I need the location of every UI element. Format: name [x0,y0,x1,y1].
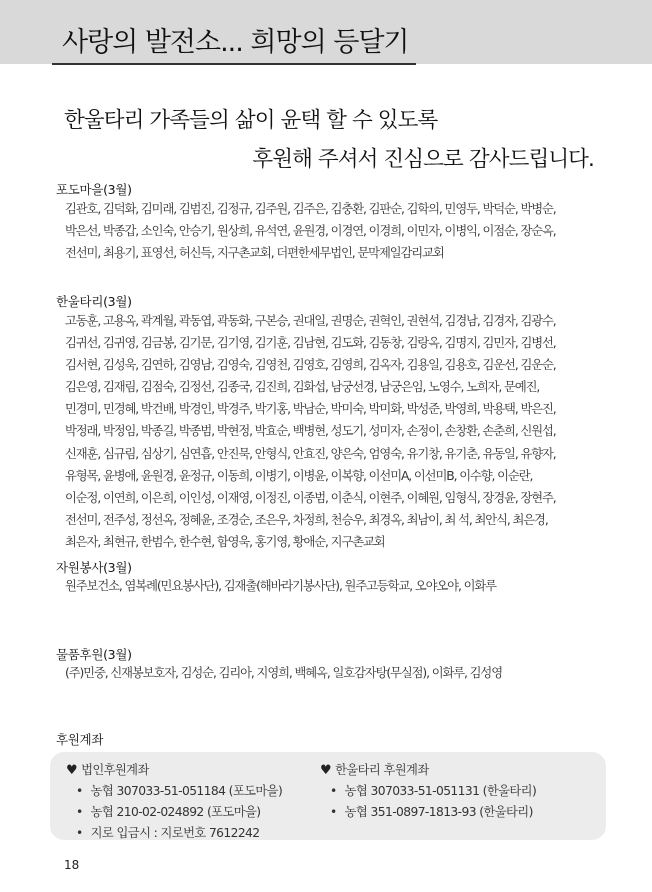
name-line: 박정래, 박정임, 박종길, 박종범, 박현정, 박효순, 백병현, 성도기, 성미자, 손정이, 손창환, 손춘희, 신원섭, [65,424,556,439]
name-line: 고동훈, 고용옥, 곽계월, 곽동엽, 곽동화, 구본승, 권대일, 권명순, 권혁인, 권현석, 김경남, 김경자, 김광수, [65,314,556,328]
account-heading: 한울타리 후원계좌 [335,763,429,777]
title-underline [52,63,416,65]
heart-icon: ♥ [66,763,78,778]
section-title-podo: 포도마을(3월) [56,182,132,197]
account-item [66,802,282,823]
bullet-icon: • [76,805,83,819]
headline-line-1: 한울타리 가족들의 삶이 윤택 할 수 있도록 [64,108,438,133]
name-line: 전선미, 최용기, 표영선, 허신득, 지구촌교회, 더편한세무법인, 문막제일감리교회 [65,246,444,261]
bullet-icon: • [76,784,83,798]
name-line: 김서현, 김성욱, 김연하, 김영남, 김영숙, 김영천, 김영호, 김영희, 김옥자, 김용일, 김용호, 김운선, 김운순, [65,358,556,373]
name-line: 김귀선, 김귀영, 김금봉, 김기문, 김기영, 김기훈, 김남현, 김도화, 김동창, 김랑옥, 김명지, 김민자, 김병선, [65,336,556,351]
account-item [66,823,282,844]
account-heading-row [66,760,282,781]
name-line: 최은자, 최현규, 한범수, 한수현, 함영욱, 홍기영, 황애순, 지구촌교회 [65,534,385,549]
section-names-hanultari [65,310,605,553]
account-item-text: 농협 307033-51-051131 (한울타리) [344,784,537,798]
page-title: 사랑의 발전소... 희망의 등달기 [62,27,409,58]
section-title-accounts: 후원계좌 [56,732,104,747]
name-line: 원주보건소, 염복례(민요봉사단), 김재출(해바라기봉사단), 원주고등학교, 오야오야, 이화루 [65,579,496,593]
account-item-text: 지로 입금시 : 지로번호 7612242 [90,826,260,840]
name-line: (주)민중, 신재봉보호자, 김성순, 김리아, 지영희, 백혜옥, 일호감자탕(무실점), 이화루, 김성영 [65,666,502,680]
name-line: 박은선, 박종갑, 소인숙, 안승기, 원상희, 유석연, 윤원경, 이경연, 이경희, 이민자, 이병익, 이점순, 장순옥, [65,224,556,239]
account-heading-row [320,760,536,781]
name-line: 유형목, 윤병애, 윤원경, 윤정규, 이동희, 이병기, 이병윤, 이복향, 이선미A, 이선미B, 이수향, 이순란, [65,468,533,483]
account-item [320,802,536,823]
headline-line-2: 후원해 주셔서 진심으로 감사드립니다. [252,147,594,172]
name-line: 김은영, 김재림, 김점숙, 김정선, 김종국, 김진희, 김화섭, 남궁선경, 남궁은임, 노영수, 노희자, 문예진, [65,380,540,395]
name-line: 이순정, 이연희, 이은희, 이인성, 이재영, 이정진, 이종범, 이춘식, 이현주, 이혜원, 임형식, 장경윤, 장현주, [65,490,556,505]
account-column-hanultari [320,760,536,823]
account-column-corporate [66,760,282,844]
section-names-volunteer [65,575,605,597]
account-item [320,781,536,802]
name-line: 신재훈, 심규림, 심상기, 심연흡, 안진묵, 안형식, 안효진, 양은숙, 엄영숙, 유기창, 유기춘, 유동일, 유향자, [65,446,556,461]
heart-icon: ♥ [320,763,332,778]
account-item [66,781,282,802]
account-item-text: 농협 307033-51-051184 (포도마을) [90,784,283,798]
name-line: 김관호, 김덕화, 김미래, 김범진, 김정규, 김주원, 김주은, 김충환, 김판순, 김학의, 민영두, 박덕순, 박병순, [65,202,556,216]
section-names-podo [65,198,605,264]
section-title-hanultari: 한울타리(3월) [56,294,132,309]
account-heading: 법인후원계좌 [81,763,149,777]
name-line: 민경미, 민경혜, 박건배, 박경인, 박경주, 박기홍, 박남순, 박미숙, 박미화, 박성준, 박영희, 박용택, 박은진, [65,402,556,417]
bullet-icon: • [76,826,83,840]
account-item-text: 농협 210-02-024892 (포도마을) [90,805,261,819]
name-line: 전선미, 전주성, 정선옥, 정혜윤, 조경순, 조은우, 차정희, 천승우, 최경옥, 최남이, 최 석, 최안식, 최은경, [65,512,548,527]
section-names-goods [65,662,605,684]
account-item-text: 농협 351-0897-1813-93 (한울타리) [344,805,533,819]
page-number: 18 [64,858,80,872]
bullet-icon: • [330,805,337,819]
bullet-icon: • [330,784,337,798]
section-title-goods: 물품후원(3월) [56,647,132,662]
section-title-volunteer: 자원봉사(3월) [56,560,132,575]
